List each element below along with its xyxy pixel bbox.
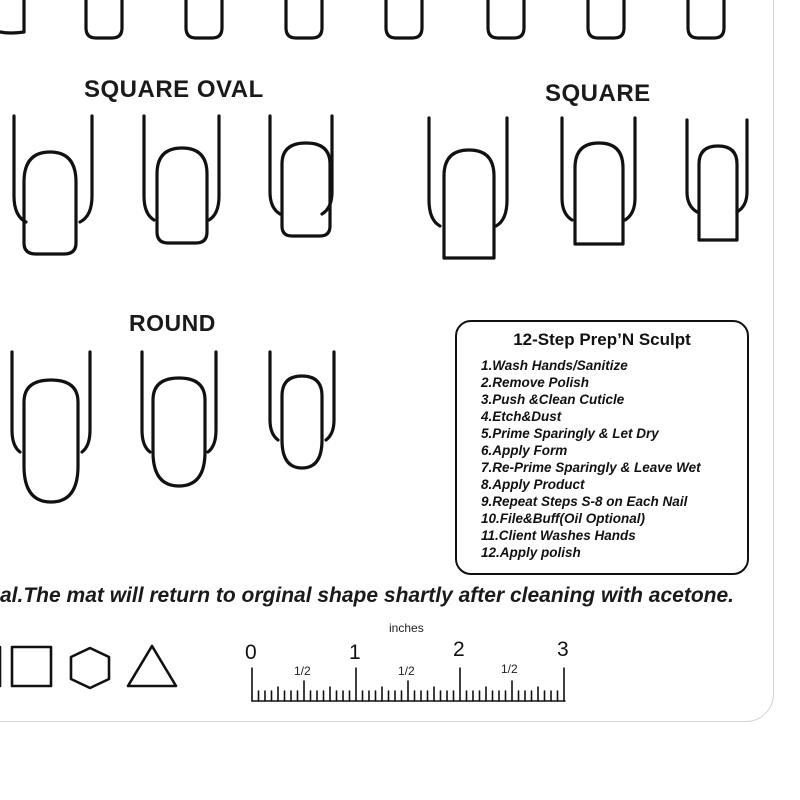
step-item: 11.Client Washes Hands [481, 528, 636, 543]
nail-outline [86, 0, 122, 38]
nail-outline [488, 0, 524, 38]
finger-outline [496, 118, 507, 226]
finger-outline [142, 352, 150, 452]
ruler-half-label: 1/2 [501, 662, 518, 676]
finger-outline [80, 116, 92, 222]
nail-outline [24, 152, 76, 254]
finger-outline [270, 352, 278, 440]
nail-outline [186, 0, 222, 38]
square-nails [429, 118, 747, 258]
step-item: 3.Push &Clean Cuticle [481, 392, 625, 407]
finger-outline [429, 118, 440, 226]
nail-outline [386, 0, 422, 38]
step-item: 4.Etch&Dust [481, 409, 562, 424]
finger-outline [82, 352, 90, 452]
nail-outline [157, 148, 207, 243]
nail-outline [575, 143, 623, 244]
care-note: al.The mat will return to orginal shape shartly after cleaning with acetone. [0, 584, 734, 607]
ruler-half-label: 1/2 [294, 664, 311, 678]
finger-outline [209, 116, 219, 220]
finger-outline [687, 120, 697, 212]
ruler-unit-label: inches [389, 621, 424, 635]
round-nails [12, 352, 334, 502]
prep-steps-panel [455, 320, 749, 575]
finger-outline [625, 118, 635, 220]
step-item: 7.Re-Prime Sparingly & Leave Wet [481, 460, 701, 475]
prep-steps-title: 12-Step Prep’N Sculpt [513, 330, 691, 349]
finger-outline [12, 352, 20, 452]
nail-outline [153, 378, 205, 486]
nail-outline [24, 380, 78, 502]
finger-outline [270, 116, 280, 214]
ruler-number: 2 [453, 638, 465, 661]
step-item: 1.Wash Hands/Sanitize [481, 358, 628, 373]
nail-outline [688, 0, 724, 38]
ruler-half-label: 1/2 [398, 664, 415, 678]
section-label-square-oval: SQUARE OVAL [84, 76, 264, 103]
finger-outline [326, 352, 334, 440]
triangle-icon [128, 646, 176, 686]
ruler-minor-ticks [259, 681, 558, 701]
nail-outline [0, 0, 24, 33]
step-item: 10.File&Buff(Oil Optional) [481, 511, 646, 526]
section-label-round: ROUND [129, 310, 216, 336]
prep-steps-list [481, 357, 701, 561]
step-item: 6.Apply Form [481, 443, 568, 458]
step-item: 9.Repeat Steps S-8 on Each Nail [481, 494, 688, 509]
ruler-number: 0 [245, 641, 257, 664]
hexagon-icon [71, 648, 109, 688]
finger-outline [144, 116, 154, 220]
ruler-number: 1 [349, 641, 361, 664]
top-row-nails [0, 0, 724, 38]
finger-outline [208, 352, 216, 452]
nail-outline [699, 146, 737, 240]
step-item: 8.Apply Product [481, 477, 585, 492]
finger-outline [562, 118, 572, 220]
nail-outline [286, 0, 322, 38]
square-icon [12, 647, 51, 686]
nail-outline [282, 143, 330, 236]
nail-outline [588, 0, 624, 38]
nail-outline [282, 376, 322, 468]
step-item: 2.Remove Polish [481, 375, 590, 390]
square-oval-nails [14, 116, 332, 254]
nail-outline [444, 150, 494, 258]
section-label-square: SQUARE [545, 80, 651, 107]
shape-icons [0, 646, 176, 688]
step-item: 12.Apply polish [481, 545, 581, 560]
ruler-number: 3 [557, 638, 569, 661]
step-item: 5.Prime Sparingly & Let Dry [481, 426, 659, 441]
